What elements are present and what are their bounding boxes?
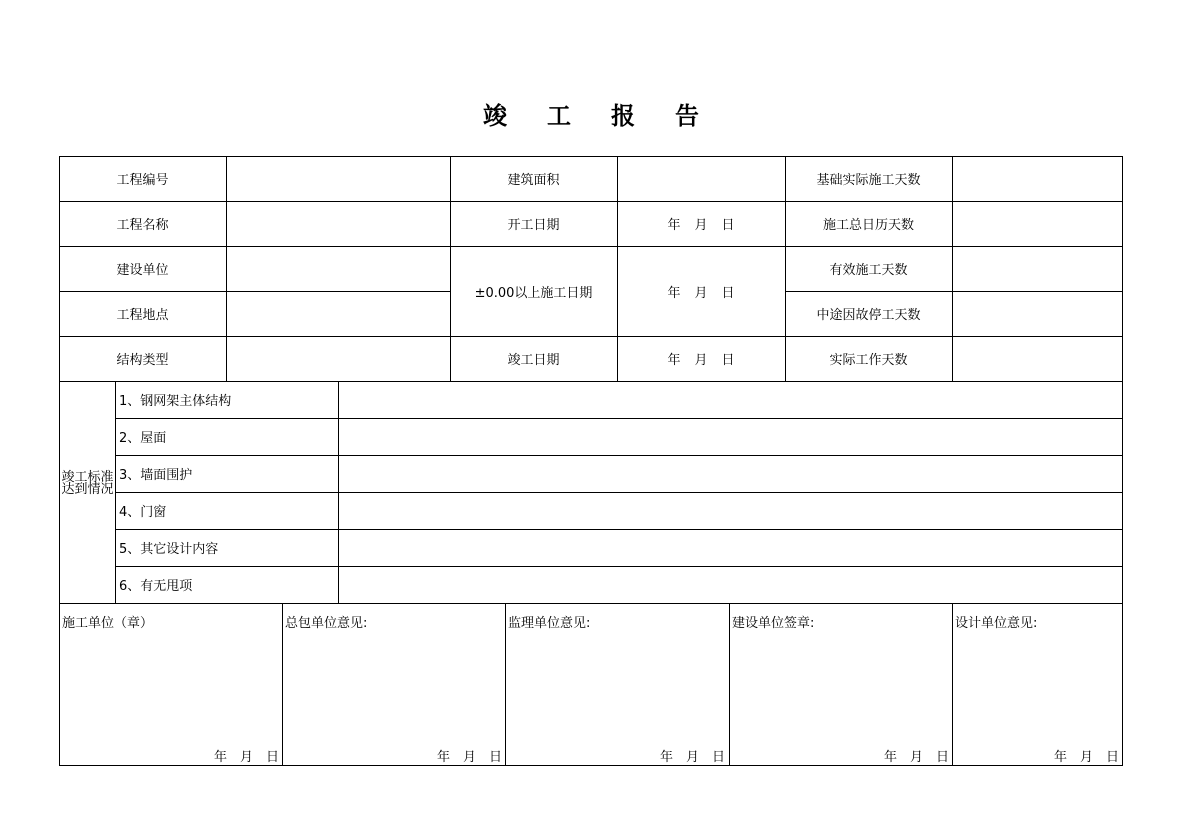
label-foundation-days: 基础实际施工天数 [816, 173, 921, 188]
date-year: 年 [667, 353, 681, 368]
signature-label-general-contractor: 总包单位意见: [285, 616, 368, 631]
label-project-location: 工程地点 [116, 308, 169, 323]
standard-item: 3、墙面围护 [119, 468, 193, 483]
title-char: 报 [611, 101, 635, 130]
title-char: 工 [547, 101, 571, 130]
signature-date [424, 746, 502, 765]
completion-date-value [617, 336, 785, 381]
label-stoppage-days: 中途因故停工天数 [816, 308, 921, 323]
label-above-zero-date: ±0.00以上施工日期 [474, 285, 593, 301]
label-actual-work-days: 实际工作天数 [829, 353, 908, 368]
label-structure-type: 结构类型 [116, 353, 169, 368]
date-day: 日 [489, 750, 503, 765]
date-year: 年 [1054, 750, 1068, 765]
signature-date [1041, 746, 1119, 765]
signature-date [871, 746, 949, 765]
date-year: 年 [667, 218, 681, 233]
date-month: 月 [694, 218, 708, 233]
title-char: 竣 [483, 101, 507, 130]
date-day: 日 [1106, 750, 1120, 765]
standard-item: 2、屋面 [119, 431, 167, 446]
standard-item: 5、其它设计内容 [119, 542, 219, 557]
signature-label-builder: 建设单位签章: [732, 616, 815, 631]
standard-section-label: 竣工标准达到情况 [61, 470, 114, 497]
date-month: 月 [686, 750, 700, 765]
label-total-calendar-days: 施工总日历天数 [822, 218, 914, 233]
date-month: 月 [910, 750, 924, 765]
date-month: 月 [463, 750, 477, 765]
title-char: 告 [675, 101, 699, 130]
date-year: 年 [884, 750, 898, 765]
label-project-no: 工程编号 [116, 173, 169, 188]
date-year: 年 [214, 750, 228, 765]
signature-label-supervisor: 监理单位意见: [508, 616, 591, 631]
date-month: 月 [694, 285, 708, 301]
standard-item: 4、门窗 [119, 505, 167, 520]
label-effective-days: 有效施工天数 [829, 263, 908, 278]
above-zero-date-value [617, 246, 785, 336]
date-year: 年 [667, 285, 681, 301]
date-year: 年 [660, 750, 674, 765]
start-date-value [617, 201, 785, 246]
signature-date [647, 746, 725, 765]
signature-date [201, 746, 279, 765]
label-completion-date: 竣工日期 [507, 353, 560, 368]
label-start-date: 开工日期 [507, 218, 560, 233]
date-day: 日 [936, 750, 950, 765]
label-builder-unit: 建设单位 [116, 263, 169, 278]
date-day: 日 [721, 285, 735, 301]
page-title [0, 96, 1182, 131]
date-day: 日 [721, 218, 735, 233]
signature-label-designer: 设计单位意见: [955, 616, 1038, 631]
signature-label-contractor: 施工单位（章） [62, 616, 154, 631]
date-year: 年 [437, 750, 451, 765]
label-project-name: 工程名称 [116, 218, 169, 233]
date-day: 日 [712, 750, 726, 765]
date-month: 月 [240, 750, 254, 765]
standard-item: 1、钢网架主体结构 [119, 394, 232, 409]
date-day: 日 [266, 750, 280, 765]
label-building-area: 建筑面积 [507, 173, 560, 188]
standard-item: 6、有无甩项 [119, 579, 193, 594]
date-month: 月 [694, 353, 708, 368]
date-month: 月 [1080, 750, 1094, 765]
date-day: 日 [721, 353, 735, 368]
